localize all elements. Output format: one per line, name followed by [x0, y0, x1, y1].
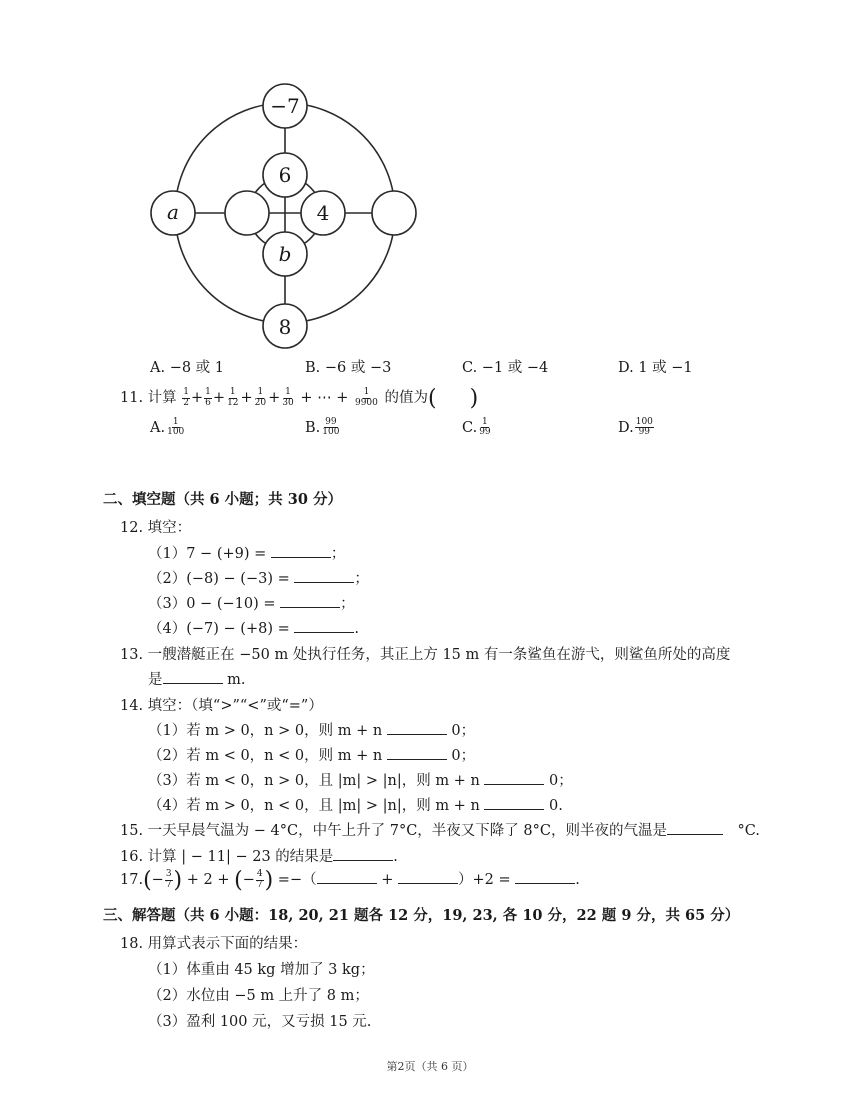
answer-blank[interactable] — [398, 869, 458, 885]
q17-frac-1: $\frac{3}{7}$ — [165, 869, 172, 890]
q12-item-1: （1）7 − (+9) = ； — [148, 542, 345, 563]
answer-blank[interactable] — [317, 869, 377, 885]
q16-text: 16. 计算 | − 11| − 23 的结果是 . — [120, 845, 398, 866]
q10-option-b[interactable]: B. −6 或 −3 — [305, 360, 392, 376]
answer-blank[interactable] — [271, 543, 331, 559]
q11-prefix: 11. 计算 — [120, 390, 177, 406]
q10-option-a[interactable]: A. −8 或 1 — [150, 360, 225, 376]
answer-blank[interactable] — [484, 770, 544, 786]
answer-blank[interactable] — [484, 795, 544, 811]
label-left: a — [167, 200, 179, 224]
q10-option-d[interactable]: D. 1 或 −1 — [618, 360, 693, 376]
q18-item-1: （1）体重由 45 kg 增加了 3 kg； — [148, 962, 375, 978]
q11-frac-1: $\frac{1}{2}$ — [183, 387, 190, 408]
q17-frac-2: $\frac{4}{7}$ — [256, 869, 263, 890]
q11-suffix: 的值为 — [384, 390, 428, 406]
q12-item-2: （2）(−8) − (−3) = ； — [148, 567, 369, 588]
q11-frac-last: $\frac{1}{9900}$ — [354, 387, 378, 408]
label-lower: b — [278, 242, 292, 266]
q12-item-4: （4）(−7) − (+8) = . — [148, 617, 359, 638]
q11-frac-2: $\frac{1}{6}$ — [205, 387, 211, 408]
answer-blank[interactable] — [387, 720, 447, 736]
answer-blank[interactable] — [294, 568, 354, 584]
q11-ellipsis: + ⋯ + — [300, 390, 349, 406]
q11-option-c[interactable]: C. $\frac{1}{99}$ — [462, 417, 491, 438]
label-inner-right: 4 — [316, 201, 330, 225]
q18-item-3: （3）盈利 100 元，又亏损 15 元. — [148, 1014, 372, 1030]
q11-option-b[interactable]: B. $\frac{99}{100}$ — [305, 417, 340, 438]
q12-item-3: （3）0 − (−10) = ； — [148, 592, 355, 613]
q14-item-2: （2）若 m < 0，n < 0，则 m + n 0； — [148, 744, 475, 765]
answer-blank[interactable] — [333, 846, 393, 862]
q11-option-d[interactable]: D. $\frac{100}{99}$ — [618, 417, 653, 438]
q11-frac-3: $\frac{1}{12}$ — [227, 387, 239, 408]
q11-stem: 11. 计算 $\frac{1}{2}$ + $\frac{1}{6}$ + $\frac{1}{12}$ + $\frac{1}{20}$ + $\frac{1}{30}$ + ⋯ + $\frac{1}{9900}$ 的值为( ) — [120, 386, 479, 411]
q15-text: 15. 一天早晨气温为 − 4°C，中午上升了 7°C，半夜又下降了 8°C，则半夜的气温是 °C. — [120, 819, 760, 840]
answer-blank[interactable] — [667, 820, 723, 836]
label-top: −7 — [270, 94, 300, 118]
answer-blank[interactable] — [163, 669, 223, 685]
q13-line-1: 13. 一艘潜艇正在 −50 m 处执行任务，其正上方 15 m 有一条鲨鱼在游弋，则鲨鱼所处的高度 — [120, 647, 731, 663]
q18-item-2: （2）水位由 −5 m 上升了 8 m； — [148, 988, 369, 1004]
q10-option-c[interactable]: C. −1 或 −4 — [462, 360, 549, 376]
circle-right — [372, 191, 416, 235]
q14-stem: 14. 填空：（填“>”“<”或“=”） — [120, 698, 323, 714]
answer-paren[interactable]: ( ) — [428, 386, 479, 411]
q14-item-4: （4）若 m > 0，n < 0，且 |m| > |n|，则 m + n 0. — [148, 794, 563, 815]
q12-stem: 12. 填空： — [120, 520, 192, 536]
q14-item-3: （3）若 m < 0，n > 0，且 |m| > |n|，则 m + n 0； — [148, 769, 573, 790]
answer-blank[interactable] — [387, 745, 447, 761]
circle-inner-left — [225, 191, 269, 235]
q11-frac-4: $\frac{1}{20}$ — [254, 387, 267, 408]
page-footer: 第2页（共 6 页） — [386, 1060, 474, 1073]
q11-frac-5: $\frac{1}{30}$ — [282, 387, 294, 408]
answer-blank[interactable] — [515, 869, 575, 885]
label-upper: 6 — [278, 163, 292, 187]
q13-line-2: 是 m. — [148, 668, 245, 689]
section-2-title: 二、填空题（共 6 小题；共 30 分） — [103, 491, 342, 508]
section-3-title: 三、解答题（共 6 小题：18, 20, 21 题各 12 分，19, 23, 各 10 分，22 题 9 分，共 65 分） — [103, 907, 740, 924]
answer-blank[interactable] — [294, 618, 354, 634]
q14-item-1: （1）若 m > 0，n > 0，则 m + n 0； — [148, 719, 475, 740]
circle-puzzle-figure — [150, 78, 422, 358]
q17-text: 17.(− $\frac{3}{7}$ ) + 2 + (− $\frac{4}{7}$ ) =−（ + ）+2 = . — [120, 868, 580, 893]
label-bottom: 8 — [278, 315, 292, 339]
q18-stem: 18. 用算式表示下面的结果： — [120, 936, 308, 952]
answer-blank[interactable] — [280, 593, 340, 609]
q11-option-a[interactable]: A. $\frac{1}{100}$ — [150, 417, 185, 438]
